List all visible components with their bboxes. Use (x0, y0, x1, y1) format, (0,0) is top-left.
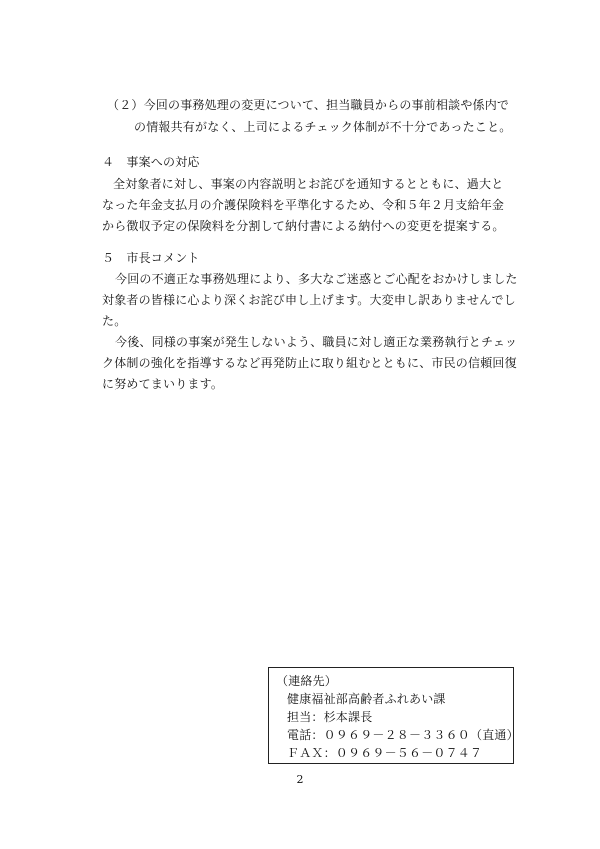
section-4-heading: ４ 事案への対応 (102, 155, 200, 169)
contact-fax: ＦＡＸ：０９６９－５６－０７４７ (287, 746, 483, 760)
section-4-line-3: から徴収予定の保険料を分割して納付書による納付への変更を提案する。 (102, 219, 505, 233)
contact-phone: 電話：０９６９－２８－３３６０（直通） (287, 728, 519, 742)
section-5-line-5: ク体制の強化を指導するなど再発防止に取り組むとともに、市民の信頼回復 (102, 356, 517, 370)
contact-box (268, 667, 519, 764)
page-number: 2 (296, 773, 304, 786)
section-4-line-1: 全対象者に対し、事案の内容説明とお詫びを通知するとともに、過大と (113, 177, 504, 191)
section-4-line-2: なった年金支払月の介護保険料を平準化するため、令和５年２月支給年金 (102, 198, 505, 212)
section-5-line-6: に努めてまいります。 (102, 377, 224, 391)
contact-title: （連絡先） (276, 674, 338, 688)
section-5-line-4: 今後、同様の事案が発生しないよう、職員に対し適正な業務執行とチェッ (115, 335, 518, 349)
item-2-line-2: の情報共有がなく、上司によるチェック体制が不十分であったこと。 (134, 120, 512, 134)
section-5-line-1: 今回の不適正な事務処理により、多大なご迷惑とご心配をおかけしました (115, 272, 518, 286)
section-5-line-2: 対象者の皆様に心より深くお詫び申し上げます。大変申し訳ありませんでし (102, 293, 516, 307)
section-5-heading: ５ 市長コメント (102, 251, 200, 265)
item-2-line-1: （２）今回の事務処理の変更について、担当職員からの事前相談や係内で (107, 98, 510, 112)
section-5-line-3: た。 (102, 314, 127, 328)
contact-department: 健康福祉部高齢者ふれあい課 (287, 692, 446, 706)
contact-person: 担当：杉本課長 (287, 710, 373, 724)
